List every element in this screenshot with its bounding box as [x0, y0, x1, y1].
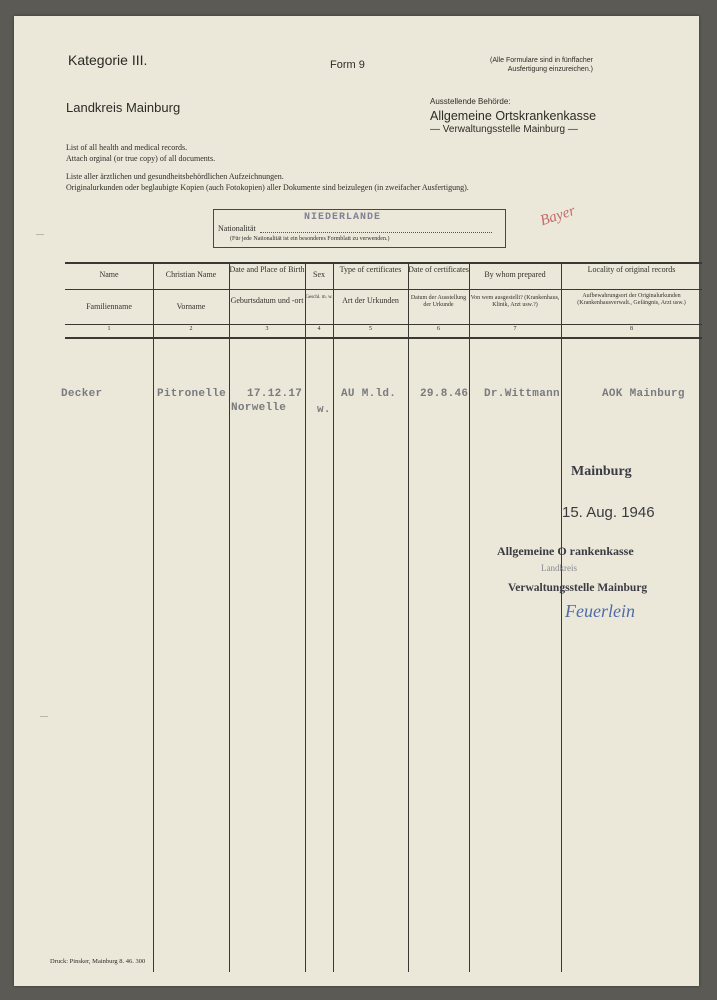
nationality-dotted-line: [260, 232, 492, 233]
nationality-label: Nationalität: [218, 224, 256, 233]
entry-birth-date: 17.12.17: [247, 388, 303, 400]
col-type-en: Type of certificates: [339, 265, 402, 274]
instructions-german: [66, 171, 469, 193]
col-date-en: Date of certificates: [408, 265, 469, 274]
table-top-rule: [65, 262, 702, 264]
col-birth-de: Geburtsdatum und -ort: [230, 296, 304, 305]
col-divider-6: [469, 262, 470, 972]
header-divider: [65, 289, 702, 290]
issuer-label: Ausstellende Behörde:: [430, 97, 511, 106]
issuer-name: Allgemeine Ortskrankenkasse: [430, 109, 597, 123]
document-page: [14, 16, 699, 986]
col-divider-7: [561, 262, 562, 972]
col-number-7: 7: [513, 326, 517, 332]
official-signature: Feuerlein: [565, 601, 635, 621]
stamp-office-line2: Landkreis: [541, 563, 577, 573]
entry-sex: w.: [317, 404, 331, 416]
landkreis-label: Landkreis Mainburg: [66, 100, 181, 115]
nationality-box: [213, 209, 506, 248]
col-number-6: 6: [437, 326, 440, 332]
entry-name: Decker: [61, 388, 103, 400]
number-row-rule: [65, 337, 702, 339]
col-divider-3: [305, 262, 306, 972]
col-type-de: Art der Urkunden: [342, 296, 399, 305]
entry-locality: AOK Mainburg: [602, 388, 685, 400]
entry-prepared-by: Dr.Wittmann: [484, 388, 560, 400]
col-name-de: Familienname: [86, 302, 132, 311]
col-divider-1: [153, 262, 154, 972]
col-divider-5: [408, 262, 409, 972]
col-date-de: Datum der Ausstellung der Urkunde: [410, 295, 467, 308]
col-birth-en: Date and Place of Birth: [229, 265, 305, 274]
col-number-1: 1: [107, 326, 111, 332]
entry-certificate-type: AU M.ld.: [341, 388, 397, 400]
copies-note-line2: Ausfertigung einzureichen.): [507, 66, 593, 73]
red-handwritten-mark: Bayer: [538, 202, 578, 230]
col-number-8: 8: [630, 326, 633, 332]
entry-christian-name: Pitronelle: [157, 388, 227, 400]
fold-mark-upper: [36, 234, 44, 235]
col-number-5: 5: [369, 326, 372, 332]
col-name-en: Name: [99, 270, 119, 279]
col-number-4: 4: [317, 326, 321, 332]
kategorie-label: Kategorie III.: [68, 52, 148, 68]
col-divider-2: [229, 262, 230, 972]
col-number-2: 2: [189, 326, 193, 332]
instruction-de-line1: Liste aller ärztlichen und gesundheitsbehördlichen Aufzeichnungen.: [66, 172, 284, 181]
col-locality-en: Locality of original records: [587, 265, 676, 274]
col-number-3: 3: [265, 326, 269, 332]
form-number: Form 9: [330, 59, 365, 71]
col-locality-de: Aufbewahrungsort der Originalurkunden (Krankenhausverwalt., Gefängnis, Arzt usw.): [577, 293, 686, 306]
col-sex-de: Geschl. m. w.: [305, 295, 333, 300]
stamp-office-line1: Allgemeine O rankenkasse: [497, 544, 634, 558]
instructions-english: [66, 142, 215, 164]
col-sex-en: Sex: [313, 270, 325, 279]
col-divider-4: [333, 262, 334, 972]
col-christian-en: Christian Name: [165, 270, 217, 279]
header-bottom-rule: [65, 324, 702, 325]
nationality-note: (Für jede Nationalität ist ein besonderes Formblatt zu verwenden.): [230, 236, 390, 242]
instruction-en-line2: Attach orginal (or true copy) of all documents.: [66, 154, 216, 163]
instruction-en-line1: List of all health and medical records.: [66, 143, 188, 152]
stamp-city: Mainburg: [571, 464, 632, 479]
copies-note: [490, 56, 593, 74]
instruction-de-line2: Originalurkunden oder beglaubigte Kopien (auch Fotokopien) aller Dokumente sind beizulegen (in zweifacher Ausfertigung).: [66, 183, 469, 192]
entry-birth-place: Norwelle: [231, 402, 287, 414]
stamp-office-line3: Verwaltungsstelle Mainburg: [508, 582, 648, 594]
col-prepared-de: Von wem ausgestellt? (Krankenhaus, Klinik, Arzt usw.?): [470, 295, 560, 308]
fold-mark-lower: [40, 716, 48, 717]
copies-note-line1: (Alle Formulare sind in fünffacher: [490, 57, 593, 64]
col-prepared-en: By whom prepared: [484, 270, 546, 279]
entry-certificate-date: 29.8.46: [420, 388, 469, 400]
stamp-date: 15. Aug. 1946: [562, 504, 655, 521]
issuer-subtitle: — Verwaltungsstelle Mainburg —: [430, 124, 578, 135]
nationality-stamp: NIEDERLANDE: [304, 212, 382, 223]
printer-imprint: Druck: Pinsker, Mainburg 8. 46. 300: [50, 958, 146, 965]
records-table: [61, 262, 702, 972]
col-christian-de: Vorname: [176, 302, 206, 311]
